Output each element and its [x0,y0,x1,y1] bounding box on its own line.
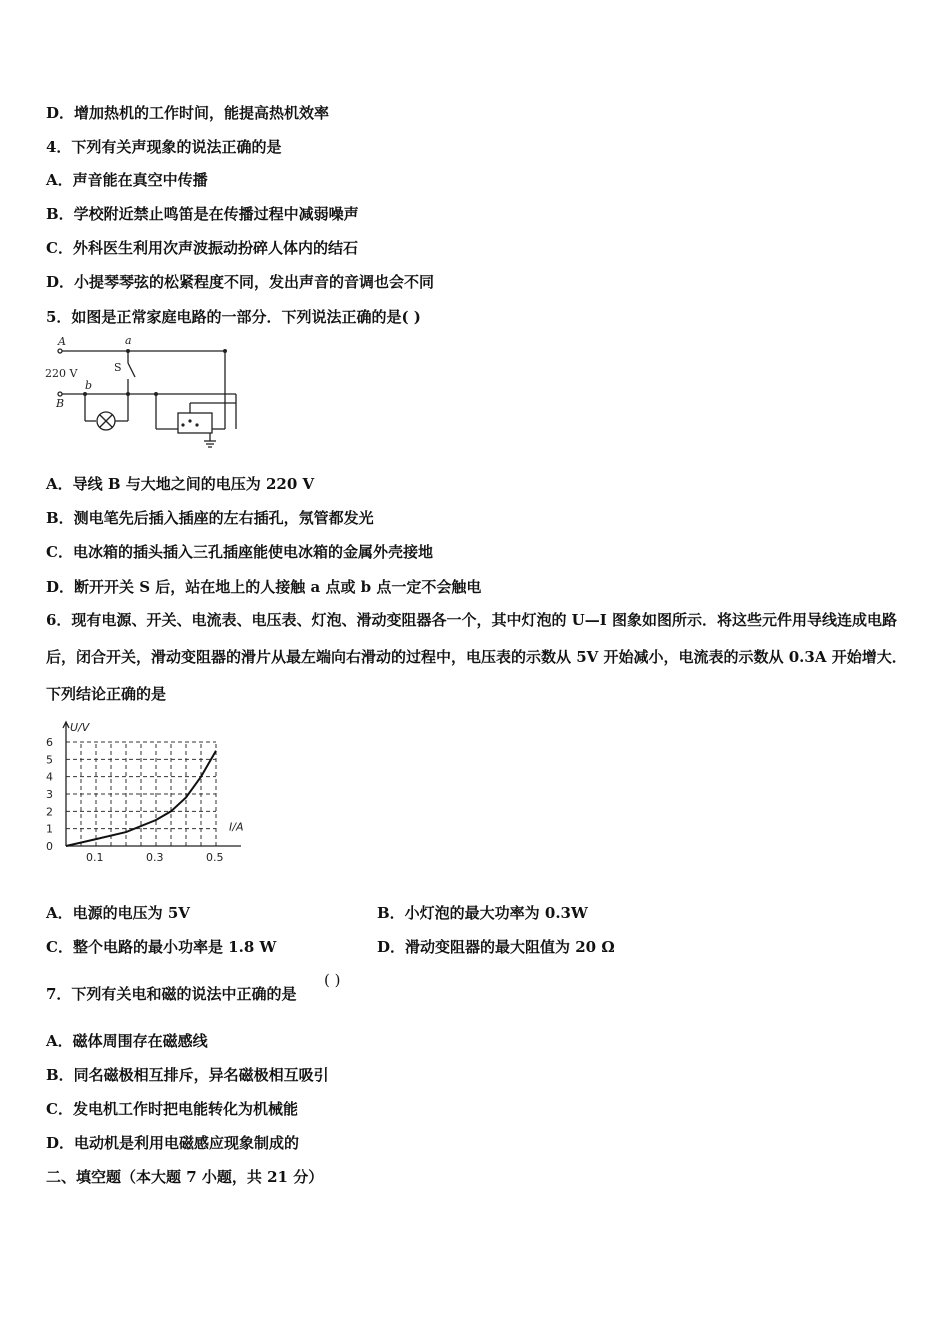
label-wire-a: A [58,335,66,348]
y-tick-label: 0 [46,840,53,853]
label-point-a: a [125,334,132,347]
q6-option-d: D．滑动变阻器的最大阻值为 20 Ω [377,938,615,956]
q7-option-c: C．发电机工作时把电能转化为机械能 [46,1100,298,1118]
x-tick-label: 0.5 [206,851,224,864]
y-tick-label: 5 [46,753,53,767]
q4-stem: 4．下列有关声现象的说法正确的是 [46,138,282,156]
y-tick-label: 3 [46,788,53,801]
q6-option-b: B．小灯泡的最大功率为 0.3W [377,904,588,922]
q6-stem: 6．现有电源、开关、电流表、电压表、灯泡、滑动变阻器各一个，其中灯泡的 U—I 图象如图所示．将这些元件用导线连成电路后，闭合开关，滑动变阻器的滑片从最左端向右滑动的过程中，电压表的示数从 5V 开始减小，电流表的示数从 0.3A 开始增大．下列结论正确的是 [46,611,907,703]
y-axis-label: U/V [70,721,90,734]
q5-option-d: D．断开开关 S 后，站在地上的人接触 a 点或 b 点一定不会触电 [46,578,482,596]
q5-option-b: B．测电笔先后插入插座的左右插孔，氖管都发光 [46,509,374,527]
q4-option-d: D．小提琴琴弦的松紧程度不同，发出声音的音调也会不同 [46,273,435,291]
q4-option-b: B．学校附近禁止鸣笛是在传播过程中减弱噪声 [46,205,359,223]
q7-option-b: B．同名磁极相互排斥，异名磁极相互吸引 [46,1066,329,1084]
q6-option-c: C．整个电路的最小功率是 1.8 W [46,938,277,956]
q5-option-c: C．电冰箱的插头插入三孔插座能使电冰箱的金属外壳接地 [46,543,433,561]
y-tick-label: 2 [46,805,53,819]
q4-option-c: C．外科医生利用次声波振动扮碎人体内的结石 [46,239,358,257]
label-wire-b: B [56,397,65,410]
label-point-b: b [85,379,93,392]
ui-chart [40,718,244,866]
y-tick-label: 4 [46,770,53,784]
x-tick-label: 0.1 [86,851,104,864]
q7-stem: 7．下列有关电和磁的说法中正确的是 [46,985,297,1003]
q7-paren: ( ) [324,971,341,989]
q4-option-a: A．声音能在真空中传播 [46,171,208,189]
q7-option-a: A．磁体周围存在磁感线 [46,1032,208,1050]
q6-option-a: A．电源的电压为 5V [46,904,190,922]
label-voltage: 220 V [45,367,78,380]
q5-option-a: A．导线 B 与大地之间的电压为 220 V [46,475,315,493]
q7-option-d: D．电动机是利用电磁感应现象制成的 [46,1134,300,1152]
y-tick-label: 6 [46,736,53,749]
section2-title: 二、填空题（本大题 7 小题，共 21 分） [46,1168,324,1186]
x-axis-label: I/A [229,820,244,834]
y-tick-label: 1 [46,822,53,836]
household-circuit-figure [40,333,250,451]
q3-option-d: D．增加热机的工作时间，能提高热机效率 [46,104,330,122]
label-switch: S [114,361,122,374]
x-tick-label: 0.3 [146,851,164,864]
q5-stem: 5．如图是正常家庭电路的一部分．下列说法正确的是( ) [46,308,421,326]
